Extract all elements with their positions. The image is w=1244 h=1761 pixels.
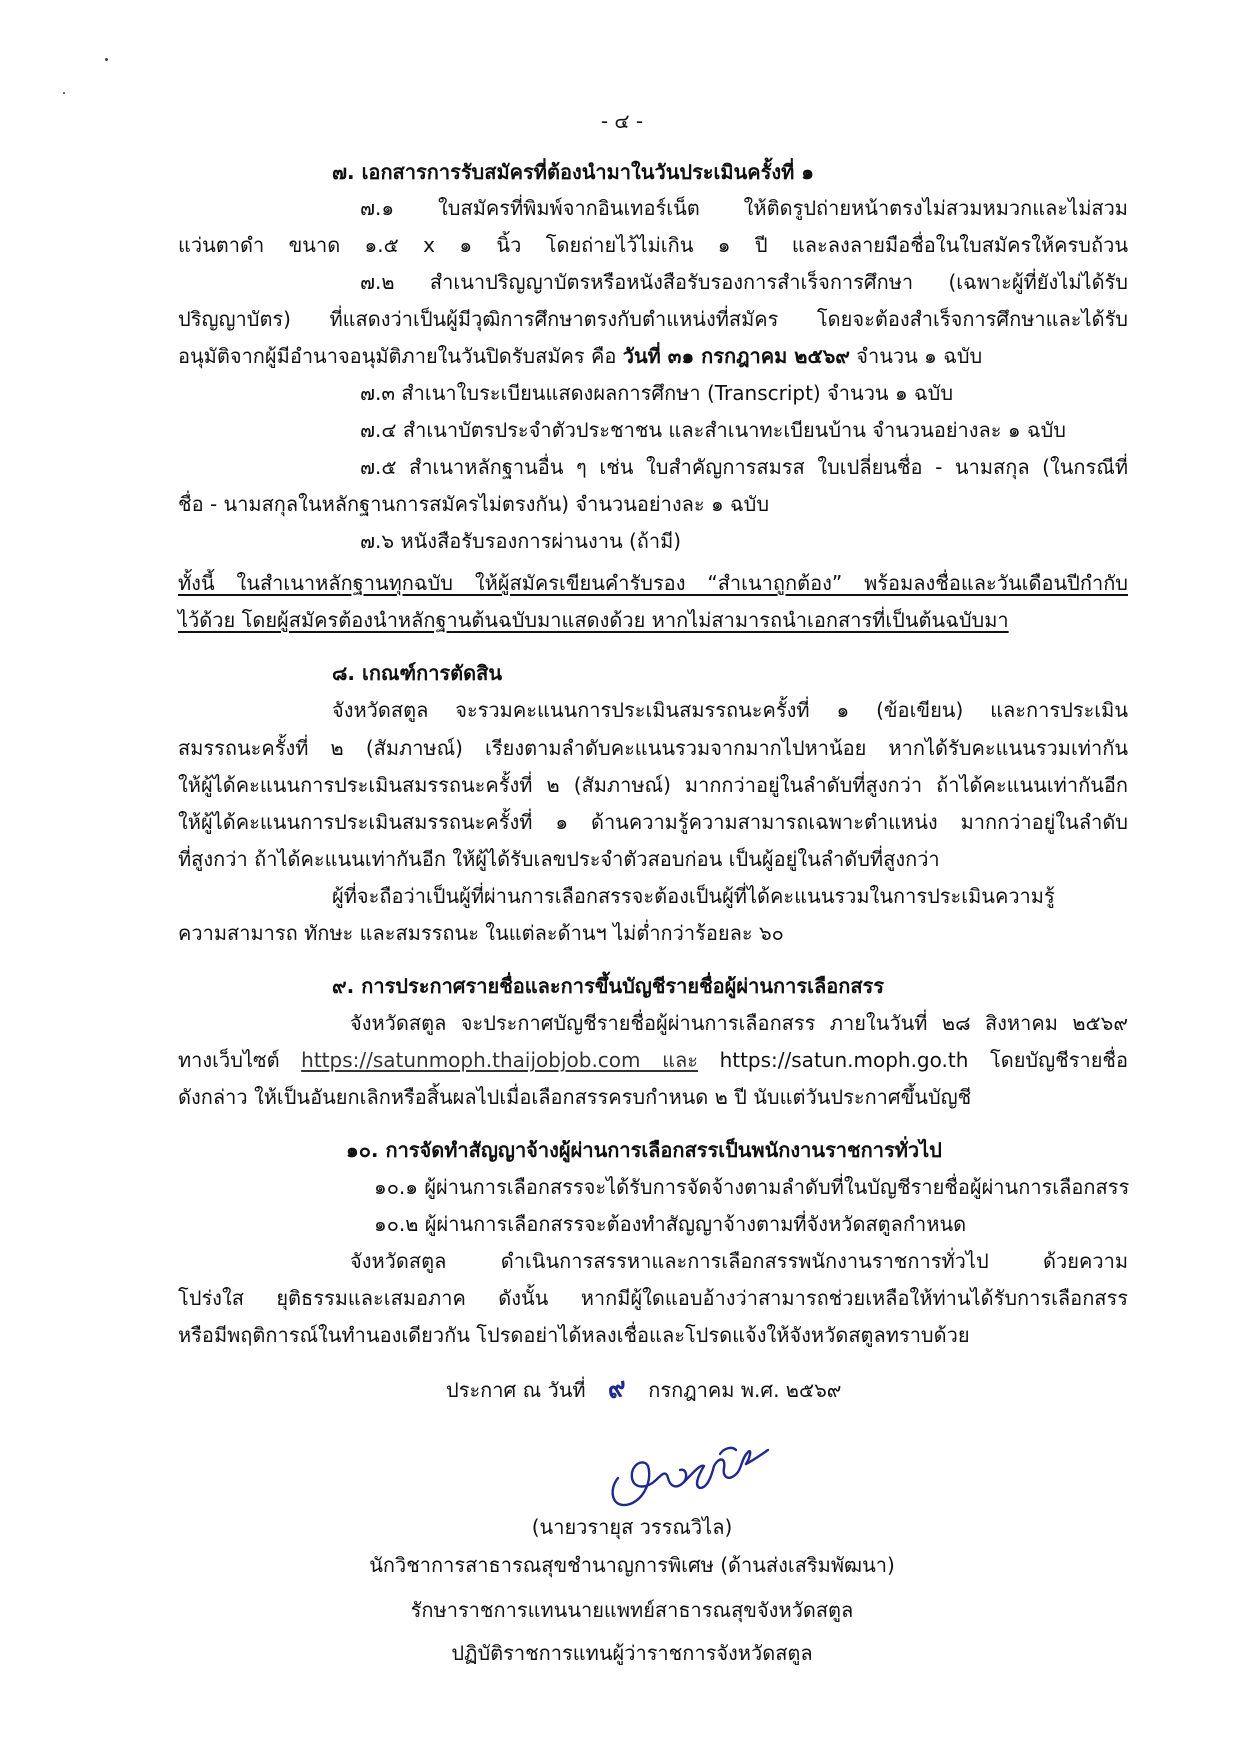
s7-item2-line3	[178, 339, 982, 373]
s7-note-line2: ไว้ด้วย โดยผู้สมัครต้องนำหลักฐานต้นฉบับมาแสดงด้วย หากไม่สามารถนำเอกสารที่เป็นต้นฉบับมา	[178, 608, 1009, 632]
website-link[interactable]: https://satunmoph.thaijobjob.com และ	[301, 1048, 698, 1072]
announcement-prefix: ประกาศ ณ วันที่	[446, 1378, 586, 1402]
s8-p1-line2: สมรรถนะครั้งที่ ๒ (สัมภาษณ์) เรียงตามลำดับคะแนนรวมจากมากไปหาน้อย หากได้รับคะแนนรวมเท่ากัน	[178, 736, 1128, 760]
announcement-day: ๙	[604, 1372, 630, 1406]
s7-item6: ๗.๖ หนังสือรับรองการผ่านงาน (ถ้ามี)	[360, 529, 682, 553]
s9-p-line2-end: https://satun.moph.go.th โดยบัญชีรายชื่อ	[698, 1048, 1128, 1072]
s8-p1-line5: ที่สูงกว่า ถ้าได้คะแนนเท่ากันอีก ให้ผู้ได้รับเลขประจำตัวสอบก่อน เป็นผู้อยู่ในลำดับที่สูงกว่า	[178, 847, 940, 871]
s7-item3: ๗.๓ สำเนาใบระเบียนแสดงผลการศึกษา (Transcript) จำนวน ๑ ฉบับ	[360, 381, 954, 405]
s7-item1-line2: แว่นตาดำ ขนาด ๑.๕ x ๑ นิ้ว โดยถ่ายไว้ไม่เกิน ๑ ปี และลงลายมือชื่อในใบสมัครให้ครบถ้วน	[178, 233, 1128, 257]
page-number: - ๔ -	[600, 109, 644, 133]
s9-p-line1: จังหวัดสตูล จะประกาศบัญชีรายชื่อผู้ผ่านการเลือกสรร ภายในวันที่ ๒๘ สิงหาคม ๒๕๖๙	[350, 1011, 1128, 1035]
signatory-title-1: นักวิชาการสาธารณสุขชำนาญการพิเศษ (ด้านส่งเสริมพัฒนา)	[369, 1553, 895, 1577]
signature-image	[600, 1430, 800, 1515]
s7-item5-line1: ๗.๕ สำเนาหลักฐานอื่น ๆ เช่น ใบสำคัญการสมรส ใบเปลี่ยนชื่อ - นามสกุล (ในกรณีที่	[360, 455, 1128, 479]
s10-item1: ๑๐.๑ ผู้ผ่านการเลือกสรรจะได้รับการจัดจ้างตามลำดับที่ในบัญชีรายชื่อผู้ผ่านการเลือกสรร	[374, 1175, 1130, 1199]
s9-p-line2-text: ทางเว็บไซต์	[178, 1048, 302, 1072]
s10-p-line3: หรือมีพฤติการณ์ในทำนองเดียวกัน โปรดอย่าได้หลงเชื่อและโปรดแจ้งให้จังหวัดสตูลทราบด้วย	[178, 1323, 970, 1347]
s7-item4: ๗.๔ สำเนาบัตรประจำตัวประชาชน และสำเนาทะเบียนบ้าน จำนวนอย่างละ ๑ ฉบับ	[360, 418, 1066, 442]
s8-p2-line2: ความสามารถ ทักษะ และสมรรถนะ ในแต่ละด้านฯ ไม่ต่ำกว่าร้อยละ ๖๐	[178, 921, 784, 945]
signatory-name: (นายวรายุส วรรณวิไล)	[531, 1515, 733, 1539]
s10-p-line1: จังหวัดสตูล ดำเนินการสรรหาและการเลือกสรรพนักงานราชการทั่วไป ด้วยความ	[350, 1249, 1128, 1273]
scan-speck	[105, 58, 108, 61]
s7-item2-line3-text: อนุมัติจากผู้มีอำนาจอนุมัติภายในวันปิดรับสมัคร คือ	[178, 344, 623, 368]
section-8-heading: ๘. เกณฑ์การตัดสิน	[332, 661, 503, 685]
s8-p1-line1: จังหวัดสตูล จะรวมคะแนนการประเมินสมรรถนะครั้งที่ ๑ (ข้อเขียน) และการประเมิน	[332, 698, 1128, 722]
s8-p2-line1: ผู้ที่จะถือว่าเป็นผู้ที่ผ่านการเลือกสรรจะต้องเป็นผู้ที่ได้คะแนนรวมในการประเมินความรู้	[332, 884, 1055, 908]
s7-item2-line1: ๗.๒ สำเนาปริญญาบัตรหรือหนังสือรับรองการสำเร็จการศึกษา (เฉพาะผู้ที่ยังไม่ได้รับ	[360, 270, 1128, 294]
signatory-title-2: รักษาราชการแทนนายแพทย์สาธารณสุขจังหวัดสตูล	[410, 1598, 854, 1622]
s8-p1-line3: ให้ผู้ได้คะแนนการประเมินสมรรถนะครั้งที่ ๒ (สัมภาษณ์) มากกว่าอยู่ในลำดับที่สูงกว่า ถ้าได้คะแนนเท่ากันอีก	[178, 773, 1128, 797]
s10-item2: ๑๐.๒ ผู้ผ่านการเลือกสรรจะต้องทำสัญญาจ้างตามที่จังหวัดสตูลกำหนด	[374, 1212, 967, 1236]
signatory-title-3: ปฏิบัติราชการแทนผู้ว่าราชการจังหวัดสตูล	[451, 1641, 813, 1665]
section-10-heading: ๑๐. การจัดทำสัญญาจ้างผู้ผ่านการเลือกสรรเป็นพนักงานราชการทั่วไป	[346, 1138, 942, 1162]
s7-item2-line3-end: จำนวน ๑ ฉบับ	[849, 344, 983, 368]
s7-item5-line2: ชื่อ - นามสกุลในหลักฐานการสมัครไม่ตรงกัน) จำนวนอย่างละ ๑ ฉบับ	[178, 492, 770, 516]
s7-item1-line1: ๗.๑ ใบสมัครที่พิมพ์จากอินเทอร์เน็ต ให้ติดรูปถ่ายหน้าตรงไม่สวมหมวกและไม่สวม	[360, 196, 1128, 220]
section-9-heading: ๙. การประกาศรายชื่อและการขึ้นบัญชีรายชื่อผู้ผ่านการเลือกสรร	[332, 974, 885, 998]
scan-speck	[63, 92, 65, 94]
announcement-date	[446, 1372, 841, 1407]
s10-p-line2: โปร่งใส ยุติธรรมและเสมอภาค ดังนั้น หากมีผู้ใดแอบอ้างว่าสามารถช่วยเหลือให้ท่านได้รับการเลือกสรร	[178, 1286, 1128, 1310]
s7-note-line1: ทั้งนี้ ในสำเนาหลักฐานทุกฉบับ ให้ผู้สมัครเขียนคำรับรอง “สำเนาถูกต้อง” พร้อมลงชื่อและวันเดือนปีกำกับ	[178, 571, 1128, 595]
s7-item2-line2: ปริญญาบัตร) ที่แสดงว่าเป็นผู้มีวุฒิการศึกษาตรงกับตำแหน่งที่สมัคร โดยจะต้องสำเร็จการศึกษาและได้รับ	[178, 307, 1128, 331]
closing-date: วันที่ ๓๑ กรกฎาคม ๒๕๖๙	[622, 344, 850, 368]
s8-p1-line4: ให้ผู้ได้คะแนนการประเมินสมรรถนะครั้งที่ ๑ ด้านความรู้ความสามารถเฉพาะตำแหน่ง มากกว่าอยู่ในลำดับ	[178, 810, 1128, 834]
s9-p-line2	[178, 1043, 1128, 1077]
s9-p-line3: ดังกล่าว ให้เป็นอันยกเลิกหรือสิ้นผลไปเมื่อเลือกสรรครบกำหนด ๒ ปี นับแต่วันประกาศขึ้นบัญชี	[178, 1085, 972, 1109]
section-7-heading: ๗. เอกสารการรับสมัครที่ต้องนำมาในวันประเมินครั้งที่ ๑	[332, 160, 814, 184]
announcement-month-year: กรกฎาคม พ.ศ. ๒๕๖๙	[648, 1378, 842, 1402]
